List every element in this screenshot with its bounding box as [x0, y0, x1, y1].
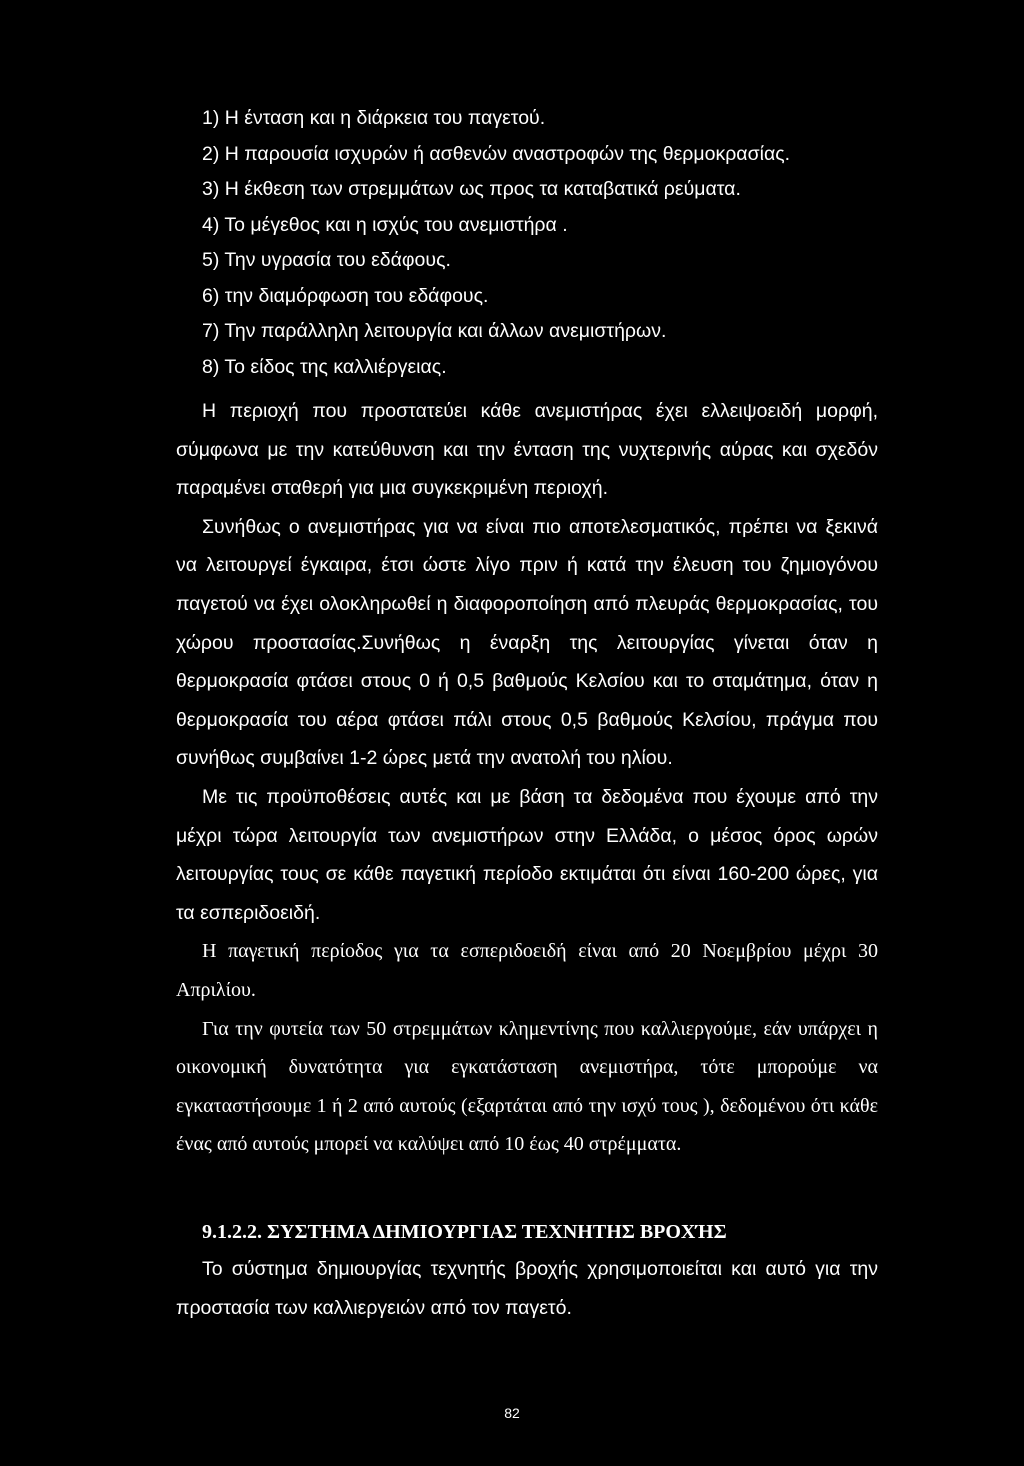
paragraph: Συνήθως ο ανεμιστήρας για να είναι πιο αποτελεσματικός, πρέπει να ξεκινά να λειτουργεί έγκαιρα, έτσι ώστε λίγο πριν ή κατά την έλευση του ζημιογόνου παγετού να έχει ολοκληρωθεί η διαφοροποίηση από πλευράς θερμοκρασίας, του χώρου προστασίας.Συνήθως η έναρξη της λειτουργίας γίνεται όταν η θερμοκρασία φτάσει στους 0 ή 0,5 βαθμούς Κελσίου και το σταμάτημα, όταν η θερμοκρασία του αέρα φτάσει πάλι στους 0,5 βαθμούς Κελσίου, πράγμα που συνήθως συμβαίνει 1-2 ώρες μετά την ανατολή του ηλίου.	[176, 515, 878, 770]
body-text	[176, 392, 878, 1164]
list-item: 3) Η έκθεση των στρεμμάτων ως προς τα καταβατικά ρεύματα.	[202, 178, 741, 200]
list-item: 8) Το είδος της καλλιέργειας.	[202, 355, 447, 378]
list-item: 1) Η ένταση και η διάρκεια του παγετού.	[202, 107, 546, 129]
paragraph: Η περιοχή που προστατεύει κάθε ανεμιστήρας έχει ελλειψοειδή μορφή, σύμφωνα με την κατεύθυνση και την ένταση της νυχτερινής αύρας και σχεδόν παραμένει σταθερή για μια συγκεκριμένη περιοχή.	[176, 400, 878, 500]
list-item: 4) Το μέγεθος και η ισχύς του ανεμιστήρα .	[202, 213, 568, 236]
list-item: 6) την διαμόρφωση του εδάφους.	[202, 284, 489, 307]
list-item: 7) Την παράλληλη λειτουργία και άλλων ανεμιστήρων.	[202, 320, 667, 342]
section-paragraph: Το σύστημα δημιουργίας τεχνητής βροχής χρησιμοποιείται και αυτό για την προστασία των καλλιεργειών από τον παγετό.	[176, 1258, 878, 1319]
numbered-list	[202, 104, 882, 388]
section-heading: 9.1.2.2. ΣΥΣΤΗΜΑ ΔΗΜΙΟΥΡΓΙΑΣ ΤΕΧΝΗΤΗΣ ΒΡΟΧΉΣ	[202, 1221, 727, 1243]
list-item: 2) Η παρουσία ισχυρών ή ασθενών αναστροφών της θερμοκρασίας.	[202, 142, 791, 165]
list-item: 5) Την υγρασία του εδάφους.	[202, 249, 451, 271]
paragraph: Η παγετική περίοδος για τα εσπεριδοειδή είναι από 20 Νοεμβρίου μέχρι 30 Απριλίου.	[176, 940, 878, 1001]
paragraph: Με τις προϋποθέσεις αυτές και με βάση τα δεδομένα που έχουμε από την μέχρι τώρα λειτουργία των ανεμιστήρων στην Ελλάδα, ο μέσος όρος ωρών λειτουργίας τους σε κάθε παγετική περίοδο εκτιμάται ότι είναι 160-200 ώρες, για τα εσπεριδοειδή.	[176, 785, 878, 924]
paragraph: Για την φυτεία των 50 στρεμμάτων κλημεντίνης που καλλιεργούμε, εάν υπάρχει η οικονομική δυνατότητα για εγκατάσταση ανεμιστήρα, τότε μπορούμε να εγκαταστήσουμε 1 ή 2 από αυτούς (εξαρτάται από την ισχύ τους ), δεδομένου ότι κάθε ένας από αυτούς μπορεί να καλύψει από 10 έως 40 στρέμματα.	[176, 1017, 878, 1156]
page-number: 82	[504, 1405, 520, 1421]
